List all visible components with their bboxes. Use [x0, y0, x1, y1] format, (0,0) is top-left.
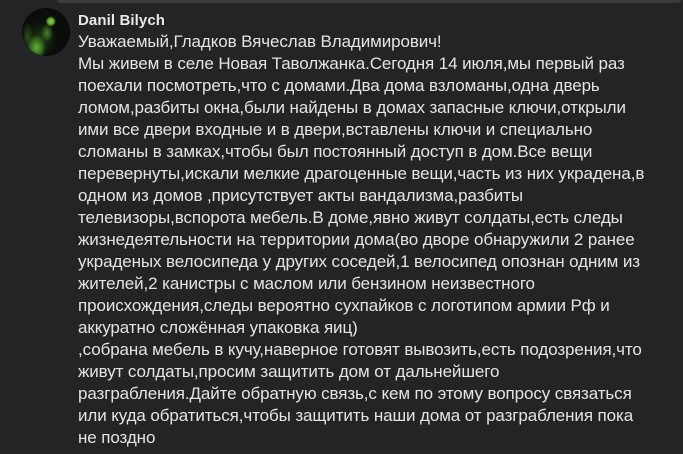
comment-line: происхождения,следы вероятно сухпайков с логотипом армии Рф и	[78, 296, 610, 315]
comment-line: одном из домов ,присутствует акты вандализма,разбиты	[78, 186, 523, 205]
comment-line: Уважаемый,Гладков Вячеслав Владимирович!	[78, 32, 442, 51]
comment-line: или куда обратиться,чтобы защитить наши дома от разграбления пока	[78, 406, 634, 425]
comment-line: жителей,2 канистры с маслом или бензином неизвестного	[78, 274, 535, 293]
comment-text	[78, 31, 644, 449]
avatar[interactable]	[22, 8, 70, 56]
comment-line: перевернуты,искали мелкие драгоценные вещи,часть из них украдена,в	[78, 164, 645, 183]
previous-message-edge	[57, 0, 681, 3]
author-name[interactable]: Danil Bilych	[78, 12, 166, 29]
comment-line: украденых велосипеда у других соседей,1 велосипед опознан одним из	[78, 252, 640, 271]
comment-line: телевизоры,вспорота мебель.В доме,явно живут солдаты,есть следы	[78, 208, 623, 227]
comment-line: Мы живем в селе Новая Таволжанка.Сегодня 14 июля,мы первый раз	[78, 54, 625, 73]
comment-line: ломом,разбиты окна,были найдены в домах запасные ключи,открыли	[78, 98, 626, 117]
comment-line: разграбления.Дайте обратную связь,с кем по этому вопросу связаться	[78, 384, 632, 403]
comment-line: аккуратно сложённая упаковка яиц)	[78, 318, 358, 337]
comment-line: не поздно	[78, 428, 156, 447]
comment-line: сломаны в замках,чтобы был постоянный доступ в дом.Все вещи	[78, 142, 593, 161]
comment-content	[78, 8, 644, 449]
comment-line: жизнедеятельности на территории дома(во дворе обнаружили 2 ранее	[78, 230, 635, 249]
comment-line: ,собрана мебель в кучу,наверное готовят вывозить,есть подозрения,что	[78, 340, 642, 359]
comment-line: живут солдаты,просим защитить дом от дальнейшего	[78, 362, 500, 381]
comment-line: ими все двери входные и в двери,вставлены ключи и специально	[78, 120, 593, 139]
comment-line: поехали посмотреть,что с домами.Два дома взломаны,одна дверь	[78, 76, 600, 95]
comment	[22, 8, 644, 449]
